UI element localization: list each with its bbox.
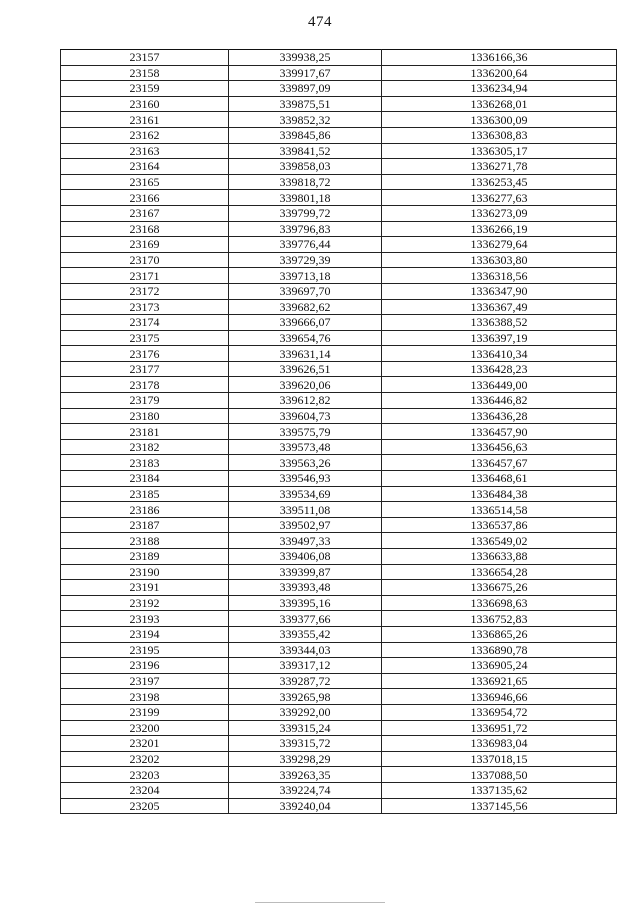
point-number-cell: 23180 bbox=[61, 408, 229, 424]
x-coordinate-cell: 339654,76 bbox=[229, 330, 382, 346]
point-number-cell: 23193 bbox=[61, 611, 229, 627]
y-coordinate-cell: 1337088,50 bbox=[382, 767, 617, 783]
y-coordinate-cell: 1336446,82 bbox=[382, 393, 617, 409]
table-row bbox=[61, 767, 617, 783]
x-coordinate-cell: 339546,93 bbox=[229, 471, 382, 487]
y-coordinate-cell: 1336865,26 bbox=[382, 626, 617, 642]
y-coordinate-cell: 1336633,88 bbox=[382, 549, 617, 565]
table-row bbox=[61, 798, 617, 814]
table-row bbox=[61, 268, 617, 284]
x-coordinate-cell: 339776,44 bbox=[229, 237, 382, 253]
point-number-cell: 23174 bbox=[61, 315, 229, 331]
table-row bbox=[61, 252, 617, 268]
x-coordinate-cell: 339317,12 bbox=[229, 658, 382, 674]
point-number-cell: 23205 bbox=[61, 798, 229, 814]
y-coordinate-cell: 1336305,17 bbox=[382, 143, 617, 159]
x-coordinate-cell: 339344,03 bbox=[229, 642, 382, 658]
point-number-cell: 23195 bbox=[61, 642, 229, 658]
table-row bbox=[61, 486, 617, 502]
point-number-cell: 23164 bbox=[61, 159, 229, 175]
point-number-cell: 23175 bbox=[61, 330, 229, 346]
x-coordinate-cell: 339852,32 bbox=[229, 112, 382, 128]
point-number-cell: 23173 bbox=[61, 299, 229, 315]
table-row bbox=[61, 112, 617, 128]
table-row bbox=[61, 143, 617, 159]
y-coordinate-cell: 1337018,15 bbox=[382, 751, 617, 767]
table-row bbox=[61, 439, 617, 455]
y-coordinate-cell: 1336654,28 bbox=[382, 564, 617, 580]
table-row bbox=[61, 658, 617, 674]
y-coordinate-cell: 1337135,62 bbox=[382, 782, 617, 798]
x-coordinate-cell: 339626,51 bbox=[229, 361, 382, 377]
table-row bbox=[61, 50, 617, 66]
y-coordinate-cell: 1336951,72 bbox=[382, 720, 617, 736]
point-number-cell: 23197 bbox=[61, 673, 229, 689]
table-row bbox=[61, 424, 617, 440]
x-coordinate-cell: 339897,09 bbox=[229, 81, 382, 97]
point-number-cell: 23167 bbox=[61, 205, 229, 221]
x-coordinate-cell: 339573,48 bbox=[229, 439, 382, 455]
x-coordinate-cell: 339682,62 bbox=[229, 299, 382, 315]
table-row bbox=[61, 361, 617, 377]
table-row bbox=[61, 283, 617, 299]
point-number-cell: 23158 bbox=[61, 65, 229, 81]
x-coordinate-cell: 339801,18 bbox=[229, 190, 382, 206]
table-row bbox=[61, 159, 617, 175]
table-row bbox=[61, 174, 617, 190]
x-coordinate-cell: 339224,74 bbox=[229, 782, 382, 798]
table-row bbox=[61, 471, 617, 487]
table-row bbox=[61, 720, 617, 736]
table-row bbox=[61, 96, 617, 112]
x-coordinate-cell: 339406,08 bbox=[229, 549, 382, 565]
point-number-cell: 23172 bbox=[61, 283, 229, 299]
x-coordinate-cell: 339377,66 bbox=[229, 611, 382, 627]
y-coordinate-cell: 1336388,52 bbox=[382, 315, 617, 331]
y-coordinate-cell: 1336428,23 bbox=[382, 361, 617, 377]
point-number-cell: 23166 bbox=[61, 190, 229, 206]
point-number-cell: 23186 bbox=[61, 502, 229, 518]
x-coordinate-cell: 339729,39 bbox=[229, 252, 382, 268]
y-coordinate-cell: 1336752,83 bbox=[382, 611, 617, 627]
point-number-cell: 23178 bbox=[61, 377, 229, 393]
y-coordinate-cell: 1336457,90 bbox=[382, 424, 617, 440]
y-coordinate-cell: 1336537,86 bbox=[382, 517, 617, 533]
point-number-cell: 23168 bbox=[61, 221, 229, 237]
point-number-cell: 23170 bbox=[61, 252, 229, 268]
x-coordinate-cell: 339713,18 bbox=[229, 268, 382, 284]
y-coordinate-cell: 1336300,09 bbox=[382, 112, 617, 128]
point-number-cell: 23203 bbox=[61, 767, 229, 783]
point-number-cell: 23184 bbox=[61, 471, 229, 487]
y-coordinate-cell: 1336946,66 bbox=[382, 689, 617, 705]
point-number-cell: 23162 bbox=[61, 127, 229, 143]
table-row bbox=[61, 689, 617, 705]
x-coordinate-cell: 339355,42 bbox=[229, 626, 382, 642]
y-coordinate-cell: 1336549,02 bbox=[382, 533, 617, 549]
point-number-cell: 23189 bbox=[61, 549, 229, 565]
x-coordinate-cell: 339511,08 bbox=[229, 502, 382, 518]
table-row bbox=[61, 377, 617, 393]
x-coordinate-cell: 339666,07 bbox=[229, 315, 382, 331]
x-coordinate-cell: 339575,79 bbox=[229, 424, 382, 440]
y-coordinate-cell: 1336983,04 bbox=[382, 736, 617, 752]
point-number-cell: 23179 bbox=[61, 393, 229, 409]
x-coordinate-cell: 339875,51 bbox=[229, 96, 382, 112]
point-number-cell: 23161 bbox=[61, 112, 229, 128]
point-number-cell: 23200 bbox=[61, 720, 229, 736]
x-coordinate-cell: 339938,25 bbox=[229, 50, 382, 66]
y-coordinate-cell: 1336456,63 bbox=[382, 439, 617, 455]
x-coordinate-cell: 339393,48 bbox=[229, 580, 382, 596]
table-row bbox=[61, 330, 617, 346]
table-row bbox=[61, 611, 617, 627]
point-number-cell: 23187 bbox=[61, 517, 229, 533]
point-number-cell: 23176 bbox=[61, 346, 229, 362]
point-number-cell: 23185 bbox=[61, 486, 229, 502]
point-number-cell: 23188 bbox=[61, 533, 229, 549]
table-row bbox=[61, 393, 617, 409]
y-coordinate-cell: 1336675,26 bbox=[382, 580, 617, 596]
table-row bbox=[61, 315, 617, 331]
y-coordinate-cell: 1336271,78 bbox=[382, 159, 617, 175]
point-number-cell: 23199 bbox=[61, 704, 229, 720]
y-coordinate-cell: 1336921,65 bbox=[382, 673, 617, 689]
table-row bbox=[61, 221, 617, 237]
x-coordinate-cell: 339799,72 bbox=[229, 205, 382, 221]
point-number-cell: 23201 bbox=[61, 736, 229, 752]
x-coordinate-cell: 339292,00 bbox=[229, 704, 382, 720]
x-coordinate-cell: 339399,87 bbox=[229, 564, 382, 580]
y-coordinate-cell: 1336954,72 bbox=[382, 704, 617, 720]
y-coordinate-cell: 1336273,09 bbox=[382, 205, 617, 221]
y-coordinate-cell: 1336200,64 bbox=[382, 65, 617, 81]
y-coordinate-cell: 1336308,83 bbox=[382, 127, 617, 143]
point-number-cell: 23157 bbox=[61, 50, 229, 66]
table-row bbox=[61, 564, 617, 580]
x-coordinate-cell: 339265,98 bbox=[229, 689, 382, 705]
table-row bbox=[61, 190, 617, 206]
y-coordinate-cell: 1336514,58 bbox=[382, 502, 617, 518]
point-number-cell: 23169 bbox=[61, 237, 229, 253]
point-number-cell: 23183 bbox=[61, 455, 229, 471]
table-row bbox=[61, 81, 617, 97]
x-coordinate-cell: 339497,33 bbox=[229, 533, 382, 549]
table-row bbox=[61, 673, 617, 689]
y-coordinate-cell: 1336698,63 bbox=[382, 595, 617, 611]
table-row bbox=[61, 736, 617, 752]
y-coordinate-cell: 1336457,67 bbox=[382, 455, 617, 471]
y-coordinate-cell: 1336449,00 bbox=[382, 377, 617, 393]
point-number-cell: 23202 bbox=[61, 751, 229, 767]
y-coordinate-cell: 1336234,94 bbox=[382, 81, 617, 97]
y-coordinate-cell: 1336279,64 bbox=[382, 237, 617, 253]
table-row bbox=[61, 549, 617, 565]
y-coordinate-cell: 1336468,61 bbox=[382, 471, 617, 487]
y-coordinate-cell: 1336890,78 bbox=[382, 642, 617, 658]
table-row bbox=[61, 751, 617, 767]
x-coordinate-cell: 339620,06 bbox=[229, 377, 382, 393]
x-coordinate-cell: 339534,69 bbox=[229, 486, 382, 502]
table-row bbox=[61, 517, 617, 533]
x-coordinate-cell: 339841,52 bbox=[229, 143, 382, 159]
page-number: 474 bbox=[308, 14, 332, 30]
table-row bbox=[61, 299, 617, 315]
y-coordinate-cell: 1336277,63 bbox=[382, 190, 617, 206]
y-coordinate-cell: 1336318,56 bbox=[382, 268, 617, 284]
point-number-cell: 23163 bbox=[61, 143, 229, 159]
point-number-cell: 23191 bbox=[61, 580, 229, 596]
table-row bbox=[61, 704, 617, 720]
y-coordinate-cell: 1336436,28 bbox=[382, 408, 617, 424]
table-row bbox=[61, 127, 617, 143]
y-coordinate-cell: 1336347,90 bbox=[382, 283, 617, 299]
point-number-cell: 23192 bbox=[61, 595, 229, 611]
x-coordinate-cell: 339604,73 bbox=[229, 408, 382, 424]
x-coordinate-cell: 339315,24 bbox=[229, 720, 382, 736]
x-coordinate-cell: 339612,82 bbox=[229, 393, 382, 409]
x-coordinate-cell: 339315,72 bbox=[229, 736, 382, 752]
table-row bbox=[61, 346, 617, 362]
table-row bbox=[61, 408, 617, 424]
x-coordinate-cell: 339563,26 bbox=[229, 455, 382, 471]
x-coordinate-cell: 339917,67 bbox=[229, 65, 382, 81]
x-coordinate-cell: 339298,29 bbox=[229, 751, 382, 767]
point-number-cell: 23194 bbox=[61, 626, 229, 642]
x-coordinate-cell: 339818,72 bbox=[229, 174, 382, 190]
coordinates-table bbox=[60, 49, 617, 814]
point-number-cell: 23171 bbox=[61, 268, 229, 284]
table-row bbox=[61, 595, 617, 611]
point-number-cell: 23198 bbox=[61, 689, 229, 705]
table-row bbox=[61, 237, 617, 253]
scan-artifact-line bbox=[255, 902, 385, 903]
point-number-cell: 23181 bbox=[61, 424, 229, 440]
y-coordinate-cell: 1336266,19 bbox=[382, 221, 617, 237]
table-row bbox=[61, 782, 617, 798]
table-row bbox=[61, 205, 617, 221]
y-coordinate-cell: 1336166,36 bbox=[382, 50, 617, 66]
x-coordinate-cell: 339697,70 bbox=[229, 283, 382, 299]
point-number-cell: 23165 bbox=[61, 174, 229, 190]
point-number-cell: 23177 bbox=[61, 361, 229, 377]
point-number-cell: 23190 bbox=[61, 564, 229, 580]
table-row bbox=[61, 533, 617, 549]
coordinates-table-body bbox=[61, 50, 617, 814]
x-coordinate-cell: 339858,03 bbox=[229, 159, 382, 175]
y-coordinate-cell: 1336253,45 bbox=[382, 174, 617, 190]
y-coordinate-cell: 1337145,56 bbox=[382, 798, 617, 814]
x-coordinate-cell: 339796,83 bbox=[229, 221, 382, 237]
y-coordinate-cell: 1336410,34 bbox=[382, 346, 617, 362]
point-number-cell: 23160 bbox=[61, 96, 229, 112]
point-number-cell: 23196 bbox=[61, 658, 229, 674]
y-coordinate-cell: 1336905,24 bbox=[382, 658, 617, 674]
point-number-cell: 23204 bbox=[61, 782, 229, 798]
y-coordinate-cell: 1336303,80 bbox=[382, 252, 617, 268]
x-coordinate-cell: 339240,04 bbox=[229, 798, 382, 814]
x-coordinate-cell: 339263,35 bbox=[229, 767, 382, 783]
x-coordinate-cell: 339395,16 bbox=[229, 595, 382, 611]
y-coordinate-cell: 1336367,49 bbox=[382, 299, 617, 315]
table-row bbox=[61, 626, 617, 642]
x-coordinate-cell: 339845,86 bbox=[229, 127, 382, 143]
x-coordinate-cell: 339502,97 bbox=[229, 517, 382, 533]
table-row bbox=[61, 455, 617, 471]
y-coordinate-cell: 1336268,01 bbox=[382, 96, 617, 112]
table-row bbox=[61, 580, 617, 596]
table-row bbox=[61, 502, 617, 518]
point-number-cell: 23159 bbox=[61, 81, 229, 97]
point-number-cell: 23182 bbox=[61, 439, 229, 455]
x-coordinate-cell: 339287,72 bbox=[229, 673, 382, 689]
table-row bbox=[61, 65, 617, 81]
y-coordinate-cell: 1336397,19 bbox=[382, 330, 617, 346]
table-row bbox=[61, 642, 617, 658]
y-coordinate-cell: 1336484,38 bbox=[382, 486, 617, 502]
x-coordinate-cell: 339631,14 bbox=[229, 346, 382, 362]
